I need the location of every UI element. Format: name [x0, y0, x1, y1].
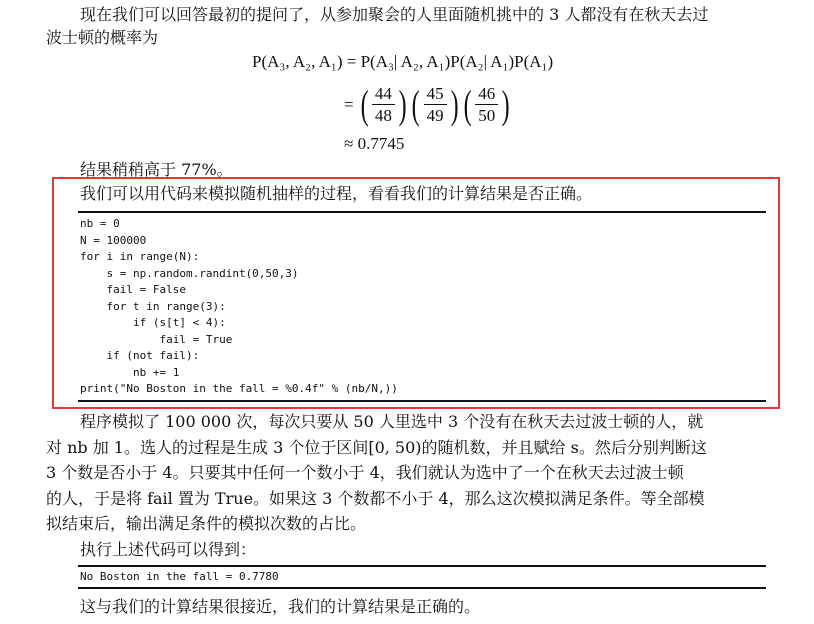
intro-line-1: 现在我们可以回答最初的提问了，从参加聚会的人里面随机挑中的 3 人都没有在秋天去过: [80, 5, 709, 24]
intro-line-2: 波士顿的概率为: [46, 28, 159, 47]
explanation-line-4: 的人，于是将 fail 置为 True。如果这 3 个数都不小于 4，那么这次模拟满足条件。等全部模: [46, 489, 705, 508]
code-line: for i in range(N):: [80, 250, 200, 263]
conclusion-text: 这与我们的计算结果很接近，我们的计算结果是正确的。: [80, 597, 481, 616]
equation-rhs: = P(A₃| A₂, A₁)P(A₂| A₁)P(A₁): [346, 52, 554, 71]
equation-equals: =: [344, 95, 354, 114]
code-line: if (s[t] < 4):: [80, 316, 226, 329]
code-line: print("No Boston in the fall = %0.4f" % (nb/N,)): [80, 382, 398, 395]
run-text: 执行上述代码可以得到：: [80, 540, 257, 559]
code-line: for t in range(3):: [80, 299, 226, 313]
equation-lhs: P(A₃, A₂, A₁): [252, 52, 343, 71]
code-line: nb = 0: [80, 217, 120, 230]
explanation-line-2: 对 nb 加 1。选人的过程是生成 3 个位于区间[0, 50)的随机数，并且赋给 s。然后分别判断这: [46, 438, 707, 457]
code-top-rule: [78, 211, 766, 213]
result-text: 结果稍稍高于 77%。: [80, 160, 233, 179]
fraction-3: $\frac{46}{50}$: [475, 84, 498, 127]
equation-line-2: = ( $\frac{44}{48}$ ) ( $\frac{45}{49}$ ) ( $\frac{46}{50}$ ): [344, 82, 510, 127]
code-line: if (not fail):: [80, 349, 200, 362]
code-intro: 我们可以用代码来模拟随机抽样的过程，看看我们的计算结果是否正确。: [80, 184, 593, 203]
code-line: nb += 1: [80, 365, 180, 379]
explanation-line-5: 拟结束后，输出满足条件的模拟次数的占比。: [46, 514, 367, 533]
code-block: [80, 216, 398, 398]
equation-line-1: [252, 52, 553, 72]
code-line: N = 100000: [80, 233, 147, 247]
explanation-line-3: 3 个数是否小于 4。只要其中任何一个数小于 4，我们就认为选中了一个在秋天去过波士顿: [46, 463, 684, 482]
code-bottom-rule: [78, 400, 766, 402]
output-top-rule: [78, 565, 766, 567]
code-line: fail = True: [80, 332, 233, 346]
fraction-2: $\frac{45}{49}$: [424, 84, 447, 127]
code-line: fail = False: [80, 283, 186, 296]
explanation-line-1: 程序模拟了 100 000 次，每次只要从 50 人里选中 3 个没有在秋天去过波士顿的人，就: [80, 412, 704, 431]
output-bottom-rule: [78, 587, 766, 589]
output-block: No Boston in the fall = 0.7780: [80, 570, 279, 583]
code-line: s = np.random.randint(0,50,3): [80, 266, 299, 280]
equation-approx: ≈ 0.7745: [344, 134, 405, 153]
fraction-1: $\frac{44}{48}$: [372, 84, 395, 127]
